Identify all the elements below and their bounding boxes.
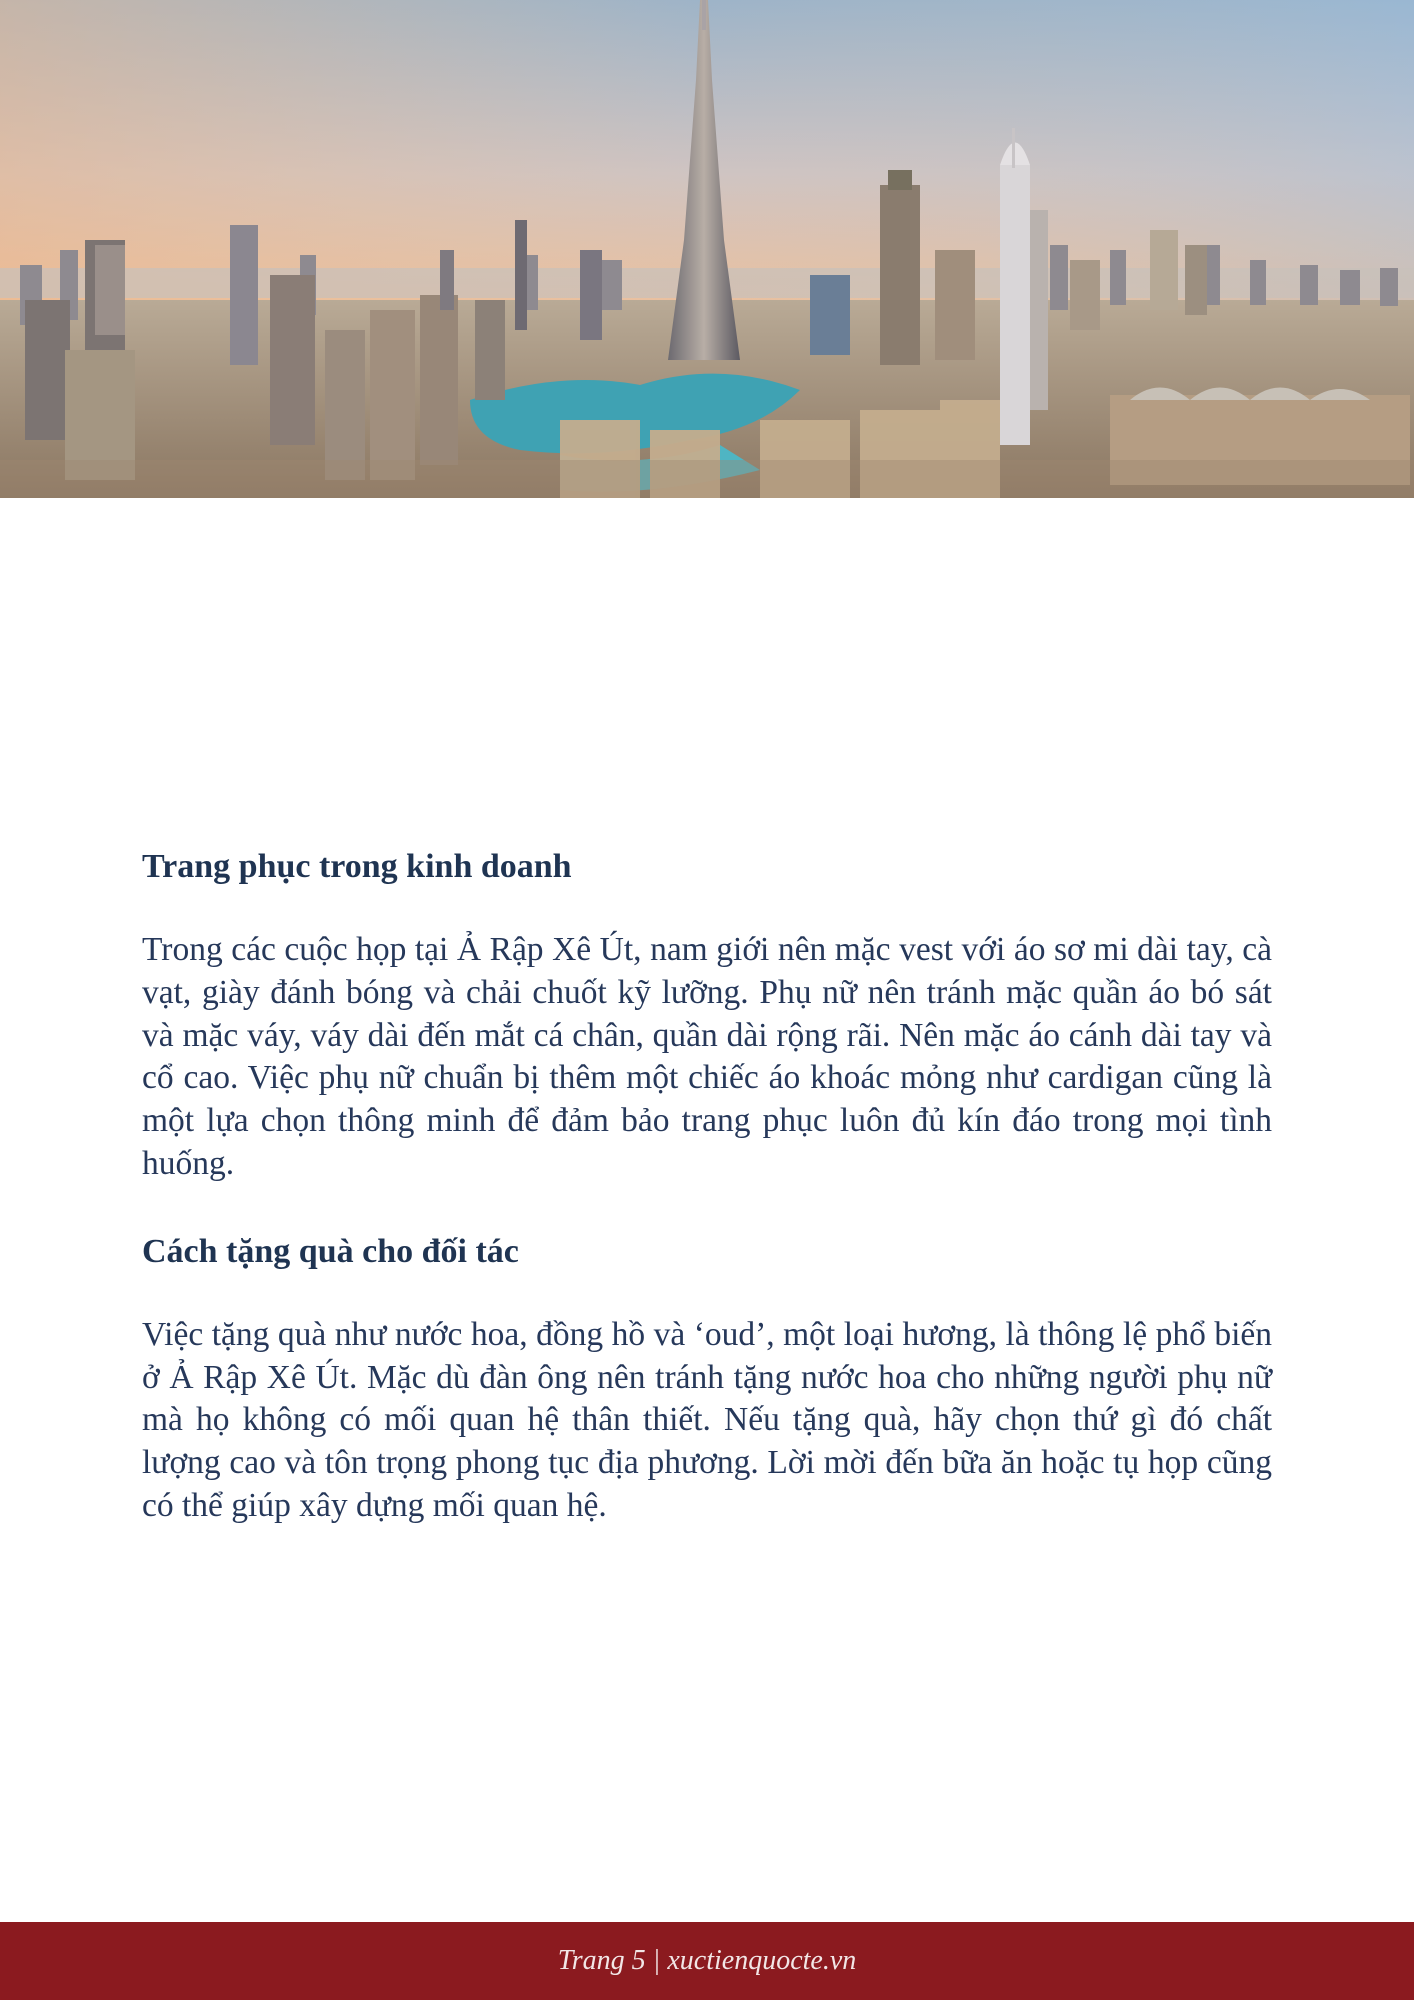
footer-page-label: Trang 5 | xuctienquocte.vn [557,1945,857,1976]
section-heading-gift-giving: Cách tặng quà cho đối tác [142,1232,519,1270]
section-paragraph-business-attire: Trong các cuộc họp tại Ả Rập Xê Út, nam giới nên mặc vest với áo sơ mi dài tay, cà vạt, giày đánh bóng và chải chuốt kỹ lưỡng. Phụ nữ nên tránh mặc quần áo bó sát và mặc váy, váy dài đến mắt cá chân, quần dài rộng rãi. Nên mặc áo cánh dài tay và cổ cao. Việc phụ nữ chuẩn bị thêm một chiếc áo khoác mỏng như cardigan cũng là một lựa chọn thông minh để đảm bảo trang phục luôn đủ kín đáo trong mọi tình huống. [142,931,1272,1182]
hero-skyline-image [0,0,1414,498]
section-paragraph-gift-giving: Việc tặng quà như nước hoa, đồng hồ và ‘oud’, một loại hương, là thông lệ phổ biến ở Ả Rập Xê Út. Mặc dù đàn ông nên tránh tặng nước hoa cho những người phụ nữ mà họ không có mối quan hệ thân thiết. Nếu tặng quà, hãy chọn thứ gì đó chất lượng cao và tôn trọng phong tục địa phương. Lời mời đến bữa ăn hoặc tụ họp cũng có thể giúp xây dựng mối quan hệ. [142,1315,1272,1524]
article-body [142,845,1272,1528]
section-heading-business-attire: Trang phục trong kinh doanh [142,848,572,885]
page-footer [0,1922,1414,2000]
